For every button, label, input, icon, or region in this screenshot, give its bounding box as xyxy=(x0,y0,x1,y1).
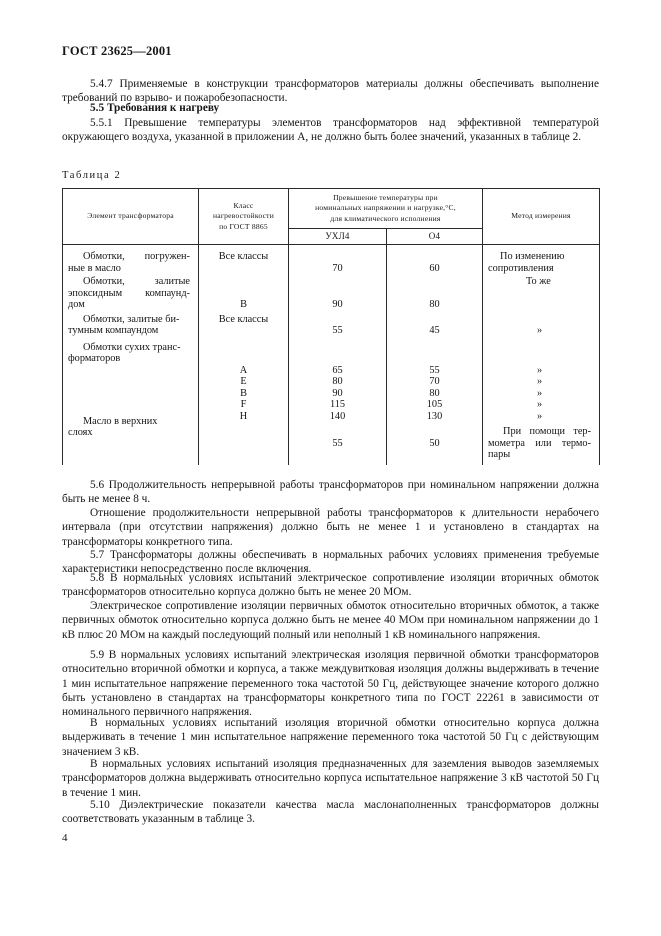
table-row-2-ukhl4: 90 xyxy=(332,299,343,310)
table-row-3-method: » xyxy=(537,325,543,336)
table-row-5-method-line3: пары xyxy=(488,449,511,460)
table-row-4-ukhl4-4: 115 xyxy=(329,399,346,410)
table-row-4-class-1: A xyxy=(239,364,248,376)
table-row-4-o4-2: 70 xyxy=(429,376,440,387)
paragraph-5-9: 5.9 В нормальных условиях испытаний электрическая изоляция первичной обмотки трансформаторов относительно вторичной обмотки и корпуса, а также междувитковая изоляция должны выдерживать в течение 1 мин испытательное напряжение переменного тока частотой 50 Гц, действующее значение которого должно быть установлено в стандартах на трансформаторы конкретного типа по ГОСТ 22261 в зависимости от номинального первичного напряжения. xyxy=(62,649,599,719)
table-row-3-ukhl4: 55 xyxy=(332,325,343,336)
table-row-4-method-2: » xyxy=(537,376,543,387)
th-o4: О4 xyxy=(387,229,483,245)
table-row-3-o4: 45 xyxy=(429,325,440,336)
table-row-4-method-1: » xyxy=(537,364,543,376)
table-row-2-method: То же xyxy=(526,276,551,287)
table-row-1-element-line2: ные в масло xyxy=(68,262,121,274)
table-row-4-ukhl4-5: 140 xyxy=(329,410,346,422)
th-method: Метод измерения xyxy=(483,189,600,245)
cell-text: погружен- xyxy=(144,251,190,262)
th-class-line2: нагревостойкости xyxy=(213,211,274,221)
table-row-2-element-line3: дом xyxy=(68,299,85,310)
document-header: ГОСТ 23625—2001 xyxy=(62,44,172,58)
table-row-4-method-4: » xyxy=(537,399,543,410)
table-row-1-o4: 60 xyxy=(429,262,440,274)
cell-text: термо- xyxy=(561,437,591,449)
table-row-5-element-line1: Масло в верхних xyxy=(83,415,158,427)
table-row-4-ukhl4-2: 80 xyxy=(332,376,343,387)
table-row-3-element-line1: Обмотки, залитые би- xyxy=(83,313,180,325)
table-row-1-class: Все классы xyxy=(218,251,269,262)
th-ukhl4: УХЛ4 xyxy=(289,229,387,245)
cell-text: компаунд- xyxy=(145,287,190,299)
table-row-4-class-5: H xyxy=(239,410,248,422)
table-row-1-method-line1: По изменению xyxy=(500,251,565,262)
th-class-line3: по ГОСТ 8865 xyxy=(219,221,268,231)
table-row-4-o4-1: 55 xyxy=(429,364,440,376)
table-row-3-element-line2: тумным компаундом xyxy=(68,325,159,336)
paragraph-5-8: 5.8 В нормальных условиях испытаний электрическое сопротивление изоляции вторичных обмоток трансформаторов относительно корпуса должно быть не менее 20 МОм. xyxy=(62,572,599,599)
section-heading-5-5: 5.5 Требования к нагреву xyxy=(90,102,220,114)
cell-text: тер- xyxy=(573,426,592,437)
th-excess-line1: Превышение температуры при xyxy=(333,192,438,202)
cell-text: эпоксидным xyxy=(68,287,123,299)
paragraph-5-6-ratio: Отношение продолжительности непрерывной работы трансформаторов к длительности нерабочего интервала (при отсутствии напряжения) должно быть не менее 1 и установлено в стандартах на трансформаторы конкретного типа. xyxy=(62,507,599,548)
table-row-2-element-line1 xyxy=(63,276,198,288)
th-class-line1: Класс xyxy=(233,200,254,210)
cell-text: При xyxy=(503,426,522,437)
table-row-1-method-line2: сопротивления xyxy=(488,262,554,274)
cell-text: помощи xyxy=(529,426,566,437)
cell-text: или xyxy=(535,437,552,449)
table-caption: Таблица 2 xyxy=(62,170,122,181)
table-row-4-o4-4: 105 xyxy=(426,399,443,410)
th-element: Элемент трансформатора xyxy=(63,189,199,245)
cell-text: Обмотки, xyxy=(83,251,125,262)
table-row-1-element-line1 xyxy=(63,251,198,263)
paragraph-5-7: 5.7 Трансформаторы должны обеспечивать в нормальных рабочих условиях применения требуемые характеристики непосредственно после включения. xyxy=(62,549,599,576)
table-row-5-method-line1 xyxy=(483,426,599,438)
paragraph-5-9-secondary: В нормальных условиях испытаний изоляция вторичной обмотки относительно корпуса должна выдерживать в течение 1 мин испытательное напряжение переменного тока частотой 50 Гц с действующим значением 3 кВ. xyxy=(62,717,599,758)
th-excess-line2: номинальных напряжении и нагрузке,°С, xyxy=(315,203,456,213)
table-row-4-element-line1: Обмотки сухих транс- xyxy=(83,341,181,353)
table-row-4-ukhl4-3: 90 xyxy=(332,387,343,399)
paragraph-5-10: 5.10 Диэлектрические показатели качества масла маслонаполненных трансформаторов должны соответствовать указанным в таблице 3. xyxy=(62,799,599,826)
table-row-5-ukhl4: 55 xyxy=(332,438,343,449)
table-row-4-class-3: B xyxy=(240,387,247,399)
table-row-5-element-line2: слоях xyxy=(68,427,93,438)
table-row-4-class-4: F xyxy=(240,399,247,410)
paragraph-5-6: 5.6 Продолжительность непрерывной работы трансформаторов при номинальном напряжении должна быть не менее 8 ч. xyxy=(62,479,599,506)
th-class xyxy=(199,189,289,245)
paragraph-5-4-7: 5.4.7 Применяемые в конструкции трансформаторов материалы должны обеспечивать выполнение требований по взрыво- и пожаробезопасности. xyxy=(62,78,599,105)
paragraph-5-9-grounding: В нормальных условиях испытаний изоляция предназначенных для заземления выводов заземляемых трансформаторов должна выдерживать относительно корпуса испытательное напряжение 3 кВ частотой 50 Гц в течение 1 мин. xyxy=(62,758,599,799)
table-row-2-element-line2 xyxy=(63,288,198,300)
table-row-4-element-line2: форматоров xyxy=(68,353,121,364)
table-row-5-o4: 50 xyxy=(429,438,440,449)
th-excess-line3: для климатического исполнения xyxy=(330,213,441,223)
table-row-4-class-2: E xyxy=(240,376,247,387)
table-row-4-method-3: » xyxy=(537,387,543,399)
page-number: 4 xyxy=(62,832,68,844)
paragraph-5-8-primary: Электрическое сопротивление изоляции первичных обмоток относительно вторичных обмоток, а также первичных обмоток относительно корпуса должно быть не менее 40 МОм при номинальном напряжении до 1 кВ плюс 20 МОм на каждый последующий полный или неполный 1 кВ номинального напряжения. xyxy=(62,600,599,641)
th-excess xyxy=(289,189,483,229)
cell-text: залитые xyxy=(154,276,190,287)
paragraph-5-5-1: 5.5.1 Превышение температуры элементов трансформаторов над эффективной температурой окружающего воздуха, указанной в приложении А, не должно быть более значений, указанных в таблице 2. xyxy=(62,117,599,144)
table-row-4-ukhl4-1: 65 xyxy=(332,364,343,376)
table-row-1-ukhl4: 70 xyxy=(332,262,343,274)
table-row-4-o4-3: 80 xyxy=(429,387,440,399)
table-row-2-class: В xyxy=(240,299,247,310)
table-row-4-o4-5: 130 xyxy=(426,410,443,422)
table-row-2-o4: 80 xyxy=(429,299,440,310)
cell-text: Обмотки, xyxy=(83,276,125,287)
table-2 xyxy=(62,188,600,465)
cell-text: мометра xyxy=(488,437,525,449)
table-row-3-class: Все классы xyxy=(218,313,269,325)
table-row-5-method-line2 xyxy=(483,438,599,450)
table-row-4-method-5: » xyxy=(537,410,543,422)
